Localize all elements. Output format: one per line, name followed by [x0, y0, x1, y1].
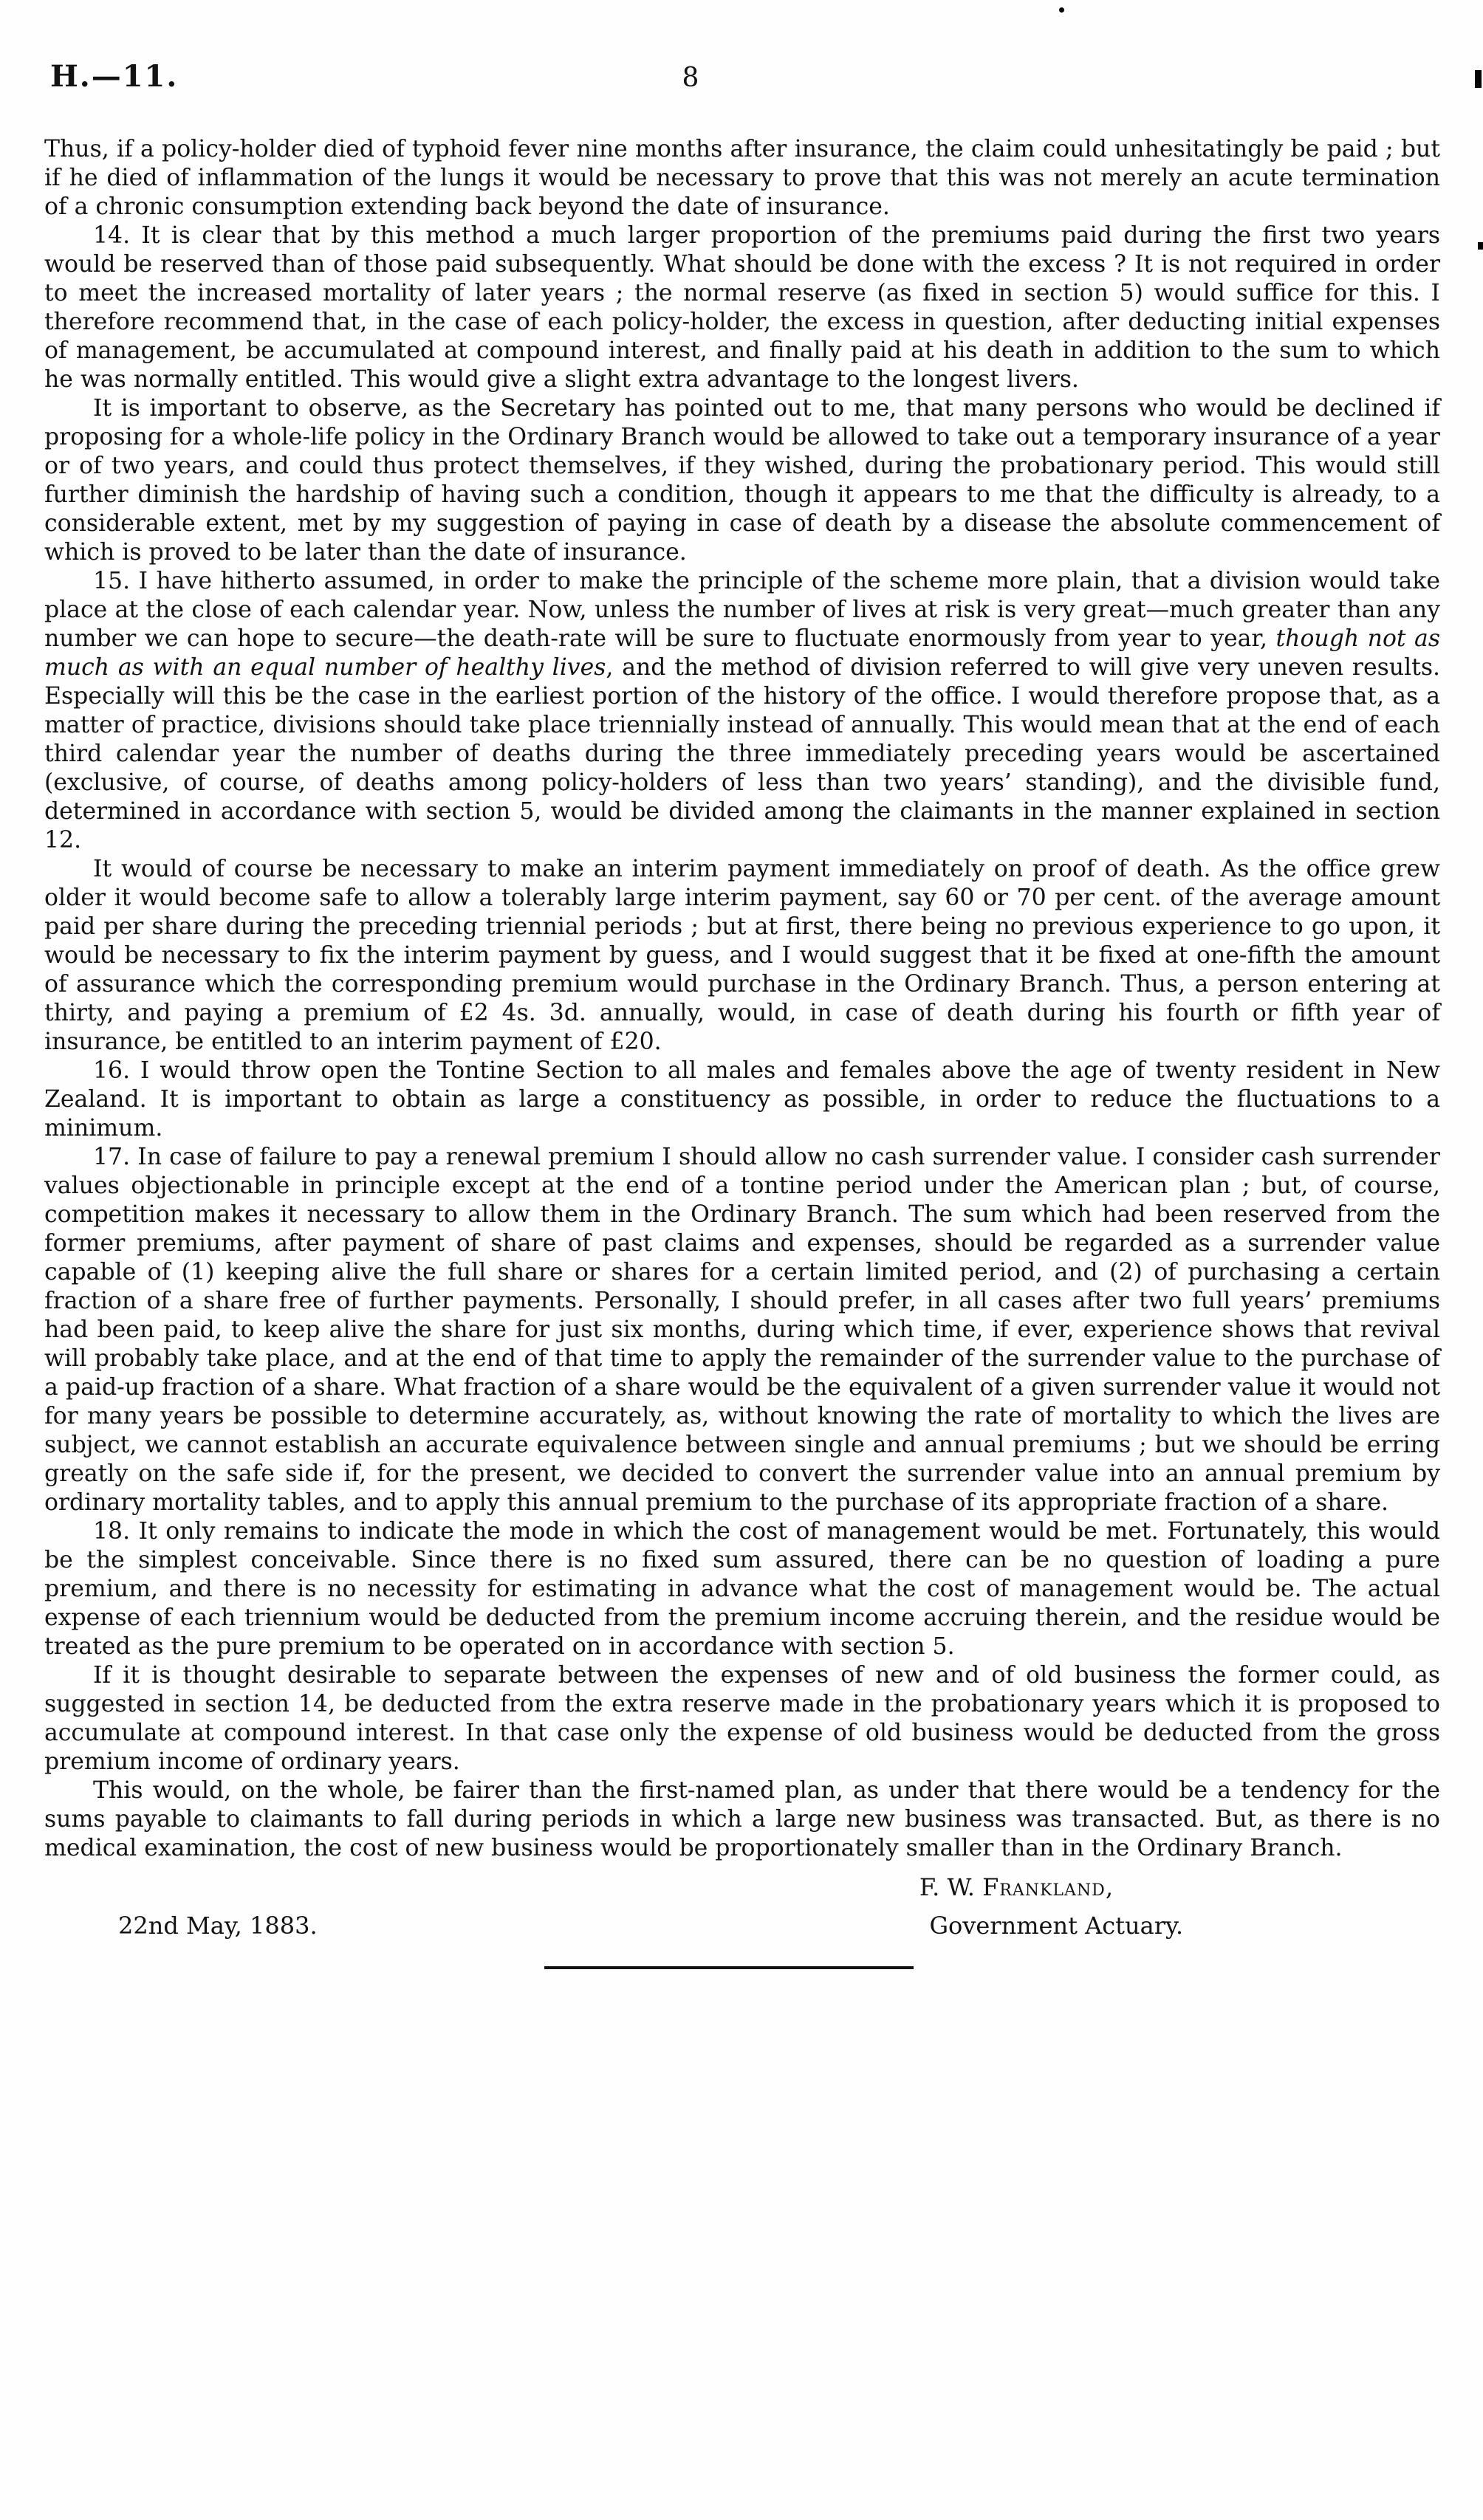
signatory-name	[44, 1873, 1440, 1901]
italic-text-run: though not as much as with an equal number of healthy lives	[44, 625, 1440, 681]
document-date: 22nd May, 1883.	[118, 1912, 318, 1940]
document-reference: H.—11.	[50, 59, 179, 94]
text-run: This would, on the whole, be fairer than the first-named plan, as under that there would be a tendency for the sums payable to claimants to fall during periods in which a large new business was transacted. But, as there is no medical examination, the cost of new business would be proportionately smaller than in the Ordinary Branch.	[44, 1777, 1440, 1861]
text-run: If it is thought desirable to separate between the expenses of new and of old business the former could, as suggested in section 14, be deducted from the extra reserve made in the probationary years which it is proposed to accumulate at compound interest. In that case only the expense of old business would be deducted from the gross premium income of ordinary years.	[44, 1662, 1440, 1775]
signatory-title: Government Actuary.	[929, 1912, 1183, 1940]
paragraph	[44, 1517, 1440, 1661]
paragraph	[44, 222, 1440, 394]
scan-speck-icon	[1478, 242, 1483, 250]
closing-rule	[544, 1966, 914, 1969]
text-run: 14. It is clear that by this method a much larger proportion of the premiums paid during the first two years would be reserved than of those paid subsequently. What should be done with the excess ? It is not required in order to meet the increased mortality of later years ; the normal reserve (as fixed in section 5) would suffice for this. I therefore recommend that, in the case of each policy-holder, the excess in question, after deducting initial expenses of management, be accumulated at compound interest, and finally paid at his death in addition to the sum to which he was normally entitled. This would give a slight extra advantage to the longest livers.	[44, 222, 1440, 393]
scan-speck-icon	[1475, 70, 1482, 88]
text-run: It would of course be necessary to make an interim payment immediately on proof of death. As the office grew older it would become safe to allow a tolerably large interim payment, say 60 or 70 per cent. of the average amount paid per share during the preceding triennial periods ; but at first, there being no previous experience to go upon, it would be necessary to fix the interim payment by guess, and I would suggest that it be fixed at one-fifth the amount of assurance which the corresponding premium would purchase in the Ordinary Branch. Thus, a person entering at thirty, and paying a premium of £2 4s. 3d. annually, would, in case of death during his fourth or fifth year of insurance, be entitled to an interim payment of £20.	[44, 856, 1440, 1055]
text-run: , and the method of division referred to will give very uneven results. Especially will this be the case in the earliest portion of the history of the office. I would therefore propose that, as a matter of practice, divisions should take place triennially instead of annually. This would mean that at the end of each third calendar year the number of deaths during the three immediately preceding years would be ascertained (exclusive, of course, of deaths among policy-holders of less than two years’ standing), and the divisible fund, determined in accordance with section 5, would be divided among the claimants in the manner explained in section 12.	[44, 654, 1440, 854]
text-run: 16. I would throw open the Tontine Section to all males and females above the age of twenty resident in New Zealand. It is important to obtain as large a constituency as possible, in order to reduce the fluctuations to a minimum.	[44, 1057, 1440, 1141]
signatory-name-comma: ,	[1105, 1873, 1113, 1901]
text-run: 18. It only remains to indicate the mode in which the cost of management would be met. Fortunately, this would be the simplest conceivable. Since there is no fixed sum assured, there can be no question of loading a pure premium, and there is no necessity for estimating in advance what the cost of management would be. The actual expense of each triennium would be deducted from the premium income accruing therein, and the residue would be treated as the pure premium to be operated on in accordance with section 5.	[44, 1518, 1440, 1660]
scan-speck-icon	[1059, 7, 1064, 13]
paragraph	[44, 135, 1440, 222]
paragraph	[44, 1143, 1440, 1517]
text-run: It is important to observe, as the Secretary has pointed out to me, that many persons who would be declined if proposing for a whole-life policy in the Ordinary Branch would be allowed to take out a temporary insurance of a year or of two years, and could thus protect themselves, if they wished, during the probationary period. This would still further diminish the hardship of having such a condition, though it appears to me that the difficulty is already, to a considerable extent, met by my suggestion of paying in case of death by a disease the absolute commencement of which is proved to be later than the date of insurance.	[44, 395, 1440, 566]
paragraph	[44, 394, 1440, 567]
document-body	[44, 135, 1440, 1863]
paragraph	[44, 855, 1440, 1057]
paragraph	[44, 1776, 1440, 1863]
paragraph	[44, 1661, 1440, 1776]
page-header	[44, 59, 1440, 94]
page-number: 8	[682, 63, 699, 93]
signature-second-line	[44, 1912, 1440, 1940]
text-run: 15. I have hitherto assumed, in order to make the principle of the scheme more plain, that a division would take place at the close of each calendar year. Now, unless the number of lives at risk is very great—much greater than any number we can hope to secure—the death-rate will be sure to fluctuate enormously from year to year,	[44, 568, 1440, 652]
signature-block	[44, 1873, 1440, 1969]
signatory-surname: Frankland	[982, 1873, 1106, 1901]
paragraph	[44, 1057, 1440, 1143]
text-run: Thus, if a policy-holder died of typhoid fever nine months after insurance, the claim could unhesitatingly be paid ; but if he died of inflammation of the lungs it would be necessary to prove that this was not merely an acute termination of a chronic consumption extending back beyond the date of insurance.	[44, 136, 1440, 220]
signatory-name-initials: F. W.	[919, 1873, 983, 1901]
text-run: 17. In case of failure to pay a renewal premium I should allow no cash surrender value. I consider cash surrender values objectionable in principle except at the end of a tontine period under the American plan ; but, of course, competition makes it necessary to allow them in the Ordinary Branch. The sum which had been reserved from the former premiums, after payment of share of past claims and expenses, should be regarded as a surrender value capable of (1) keeping alive the full share or shares for a certain limited period, and (2) of purchasing a certain fraction of a share free of further payments. Personally, I should prefer, in all cases after two full years’ premiums had been paid, to keep alive the share for just six months, during which time, if ever, experience shows that revival will probably take place, and at the end of that time to apply the remainder of the surrender value to the purchase of a paid-up fraction of a share. What fraction of a share would be the equivalent of a given surrender value it would not for many years be possible to determine accurately, as, without knowing the rate of mortality to which the lives are subject, we cannot establish an accurate equivalence between single and annual premiums ; but we should be erring greatly on the safe side if, for the present, we decided to convert the surrender value into an annual premium by ordinary mortality tables, and to apply this annual premium to the purchase of its appropriate fraction of a share.	[44, 1144, 1440, 1516]
paragraph	[44, 567, 1440, 855]
